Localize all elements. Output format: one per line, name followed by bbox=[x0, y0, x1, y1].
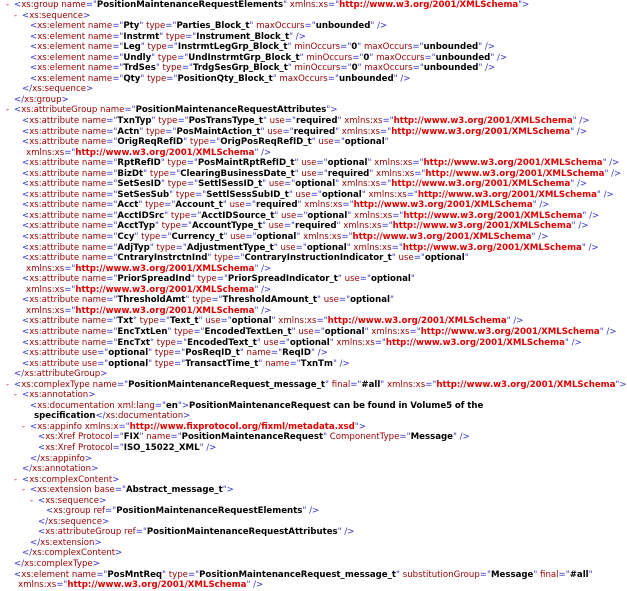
xml-line-text: <xs:attribute name="Txt" type="Text_t" use="optional" xmlns:xs="http://www.w3.org/2001/XMLSchema" /> bbox=[22, 316, 524, 327]
collapse-toggle-icon[interactable]: - bbox=[6, 379, 10, 390]
collapse-toggle-icon[interactable]: - bbox=[14, 10, 18, 21]
xml-line bbox=[0, 422, 600, 433]
xml-line-text: </xs:extension> bbox=[30, 537, 102, 548]
xml-line-text: <xs:sequence> bbox=[38, 495, 107, 506]
xml-line bbox=[0, 464, 600, 475]
xml-line bbox=[0, 221, 600, 232]
xml-line-text: <xs:group name="PositionMaintenanceRequestElements" xmlns:xs="http://www.w3.org/2001/XMLSchema"> bbox=[14, 0, 530, 10]
xml-line bbox=[0, 32, 600, 43]
xml-line-text: <xs:attribute name="Ccy" type="Currency_t" use="optional" xmlns:xs="http://www.w3.org/2001/XMLSchema" /> bbox=[22, 232, 549, 243]
xml-line-text: </xs:complexContent> bbox=[22, 548, 123, 559]
xml-line-text: <xs:attribute name="Acct" type="Account_t" use="required" xmlns:xs="http://www.w3.org/2001/XMLSchema" /> bbox=[22, 200, 550, 211]
xml-line bbox=[0, 538, 600, 549]
xml-line-text: <xs:complexContent> bbox=[22, 474, 120, 485]
xml-line-text: <xs:attribute name="OrigReqRefID" type="OrigPosReqRefID_t" use="optional" bbox=[22, 137, 389, 148]
xml-line bbox=[0, 274, 600, 285]
xml-line bbox=[0, 517, 600, 528]
xml-line-text: <xs:attribute name="AcctTyp" type="AccountType_t" use="required" xmlns:xs="http://www.w3.org/2001/XMLSchema" /> bbox=[22, 221, 589, 232]
xml-line bbox=[0, 211, 600, 222]
xml-line-text: <xs:attributeGroup ref="PositionMaintenanceRequestAttributes" /> bbox=[38, 527, 355, 538]
xml-line-text: </xs:annotation> bbox=[22, 464, 99, 475]
xml-line-text: <xs:element name="Pty" type="Parties_Block_t" maxOccurs="unbounded" /> bbox=[30, 21, 388, 32]
xml-line bbox=[0, 326, 617, 338]
xml-line-text: <xs:group ref="PositionMaintenanceRequestElements" /> bbox=[46, 506, 320, 517]
xml-line bbox=[0, 264, 600, 275]
xml-line bbox=[0, 253, 600, 264]
xml-line bbox=[0, 348, 600, 359]
xml-line-text: <xs:element name="Undly" type="UndInstrmtGrp_Block_t" minOccurs="0" maxOccurs="unbounded" /> bbox=[30, 52, 508, 63]
xml-line-text: </xs:appinfo> bbox=[30, 453, 93, 464]
xml-line-text: xmlns:xs="http://www.w3.org/2001/XMLSchema" /> bbox=[26, 147, 272, 158]
xml-line-text: <xs:element name="Instrmt" type="Instrument_Block_t" /> bbox=[30, 31, 306, 42]
collapse-toggle-icon[interactable]: - bbox=[6, 0, 10, 10]
xml-line-text: xmlns:xs="http://www.w3.org/2001/XMLSchema" /> bbox=[26, 263, 272, 274]
xml-line-text: <xs:complexType name="PositionMaintenanceRequest_message_t" final="#all" xmlns:xs="http://www.w3.org/2001/XMLSchema"> bbox=[14, 379, 627, 390]
xml-line bbox=[0, 401, 600, 412]
xml-line-text: <xs:attribute name="ThresholdAmt" type="ThresholdAmount_t" use="optional" bbox=[22, 295, 394, 306]
xml-line-text: <xs:element name="Leg" type="InstrmtLegGrp_Block_t" minOccurs="0" maxOccurs="unbounded" /> bbox=[30, 42, 495, 53]
xml-line bbox=[0, 379, 627, 391]
xml-line bbox=[0, 485, 600, 496]
xml-line-text: <xs:attribute name="EncTxtLen" type="EncodedTextLen_t" use="optional" xmlns:xs="http://www.w3.org/2001/XMLSchema" /> bbox=[22, 326, 617, 337]
xml-line-text: </xs:sequence> bbox=[38, 516, 110, 527]
xml-line bbox=[0, 295, 600, 306]
xml-line bbox=[0, 390, 600, 401]
xml-line-text: <xs:annotation> bbox=[22, 390, 96, 401]
xml-line-text: <xs:attribute name="AdjTyp" type="AdjustmentType_t" use="optional" xmlns:xs="http://www.w3.org/2001/XMLSchema" /> bbox=[22, 242, 599, 253]
xml-line bbox=[0, 63, 600, 74]
xml-line bbox=[0, 527, 600, 538]
xml-line-text: <xs:attribute name="TxnTyp" type="PosTransType_t" use="required" xmlns:xs="http://www.w3.org/2001/XMLSchema" /> bbox=[22, 116, 590, 127]
xml-line-text: <xs:attribute name="Actn" type="PosMaintAction_t" use="required" xmlns:xs="http://www.w3.org/2001/XMLSchema" /> bbox=[22, 126, 588, 137]
xml-line bbox=[0, 506, 600, 517]
xml-line bbox=[0, 232, 600, 243]
xml-line bbox=[0, 411, 600, 422]
xml-line-text: </xs:attributeGroup> bbox=[14, 369, 108, 380]
xml-line bbox=[0, 84, 600, 95]
xml-line bbox=[0, 432, 600, 443]
xml-line bbox=[0, 74, 600, 85]
xml-line-text: </xs:complexType> bbox=[14, 558, 100, 569]
xml-line-text: <xs:attributeGroup name="PositionMaintenanceRequestAttributes"> bbox=[14, 105, 338, 116]
xml-line bbox=[0, 338, 600, 349]
xml-line-text: <xs:element name="Qty" type="PositionQty_Block_t" maxOccurs="unbounded" /> bbox=[30, 73, 411, 84]
xml-line-text: <xs:attribute name="SetSesSub" type="SettlSessSubID_t" use="optional" xmlns:xs="http://www.w3.org/2001/XMLSchema" /> bbox=[22, 189, 614, 200]
xml-line bbox=[0, 580, 600, 591]
xml-line-text: <xs:element name="PosMntReq" type="PositionMaintenanceRequest_message_t" substitutionGroup="Message" final="#all" bbox=[14, 569, 593, 580]
xml-line bbox=[0, 369, 600, 380]
xml-line bbox=[0, 168, 622, 180]
collapse-toggle-icon[interactable]: - bbox=[22, 485, 26, 496]
xml-line bbox=[0, 189, 614, 201]
xml-line-text: <xs:attribute name="RptRefID" type="PosMaintRptRefID_t" use="optional" xmlns:xs="http://www.w3.org/2001/XMLSchema" /> bbox=[22, 158, 620, 169]
xml-line-text: <xs:Xref Protocol="ISO_15022_XML" /> bbox=[38, 442, 217, 453]
collapse-toggle-icon[interactable]: - bbox=[14, 474, 18, 485]
xml-line bbox=[0, 243, 600, 254]
xml-line-text: <xs:attribute name="AcctIDSrc" type="AcctIDSource_t" use="optional" xmlns:xs="http://www.w3.org/2001/XMLSchema" /> bbox=[22, 210, 600, 221]
xml-line bbox=[0, 21, 600, 32]
xml-line bbox=[0, 559, 600, 570]
xml-line bbox=[0, 127, 600, 138]
xml-line bbox=[0, 11, 600, 22]
collapse-toggle-icon[interactable]: - bbox=[30, 495, 34, 506]
xml-line bbox=[0, 285, 600, 296]
collapse-toggle-icon[interactable]: - bbox=[22, 421, 26, 432]
xml-line-text: xmlns:xs="http://www.w3.org/2001/XMLSchema" /> bbox=[26, 284, 272, 295]
xml-line-text: <xs:attribute name="BizDt" type="ClearingBusinessDate_t" use="required" xmlns:xs="http://www.w3.org/2001/XMLSchema" /> bbox=[22, 168, 622, 179]
xml-line bbox=[0, 95, 600, 106]
xml-line-text: specification</xs:documentation> bbox=[34, 411, 191, 422]
xml-line-text: <xs:attribute name="CntraryInstrctnInd" type="ContraryInstructionIndicator_t" use="optional" bbox=[22, 253, 469, 264]
xml-line-text: <xs:attribute use="optional" type="TransactTime_t" name="TxnTm" /> bbox=[22, 358, 350, 369]
xml-line-text: <xs:Xref Protocol="FIX" name="PositionMaintenanceRequest" ComponentType="Message" /> bbox=[38, 432, 470, 443]
xml-line bbox=[0, 148, 600, 159]
xml-line-text: </xs:group> bbox=[14, 94, 69, 105]
xml-line-text: <xs:appinfo xmlns:x="http://www.fixprotocol.org/fixml/metadata.xsd"> bbox=[30, 421, 366, 432]
xml-line bbox=[0, 137, 600, 148]
xml-line bbox=[0, 454, 600, 465]
xml-line-text: <xs:element name="TrdSes" type="TrdgSesGrp_Block_t" minOccurs="0" maxOccurs="unbounded" /> bbox=[30, 63, 496, 74]
xml-line-text: <xs:attribute name="SetSesID" type="SettlSessID_t" use="optional" xmlns:xs="http://www.w3.org/2001/XMLSchema" /> bbox=[22, 179, 588, 190]
xml-line-text: xmlns:xs="http://www.w3.org/2001/XMLSchema" /> bbox=[18, 580, 264, 591]
xml-line bbox=[0, 359, 600, 370]
xml-line bbox=[0, 200, 600, 211]
xml-line bbox=[0, 53, 600, 64]
collapse-toggle-icon[interactable]: - bbox=[6, 105, 10, 116]
xml-line-text: </xs:sequence> bbox=[22, 84, 94, 95]
xml-line bbox=[0, 443, 600, 454]
xml-line-text: <xs:attribute use="optional" type="PosReqID_t" name="ReqID" /> bbox=[22, 348, 328, 359]
xml-line bbox=[0, 570, 600, 581]
xml-line-text: <xs:documentation xml:lang="en">PositionMaintenanceRequest can be found in Volume5 of the bbox=[30, 400, 484, 411]
xml-line bbox=[0, 116, 600, 127]
xml-line bbox=[0, 0, 600, 11]
xml-line bbox=[0, 496, 600, 507]
xml-line-text: <xs:attribute name="PriorSpreadInd" type="PriorSpreadIndicator_t" use="optional" bbox=[22, 274, 415, 285]
xml-line-text: <xs:attribute name="EncTxt" type="EncodedText_t" use="optional" xmlns:xs="http://www.w3.org/2001/XMLSchema" /> bbox=[22, 337, 582, 348]
xml-line bbox=[0, 42, 600, 53]
xml-line-text: <xs:sequence> bbox=[22, 10, 91, 21]
xml-line bbox=[0, 475, 600, 486]
xml-line bbox=[0, 179, 600, 190]
xml-line-text: <xs:extension base="Abstract_message_t"> bbox=[30, 485, 234, 496]
xml-line-text: xmlns:xs="http://www.w3.org/2001/XMLSchema" /> bbox=[26, 305, 272, 316]
xml-line bbox=[0, 548, 600, 559]
xml-line bbox=[0, 306, 600, 317]
xml-line bbox=[0, 158, 620, 169]
xml-line bbox=[0, 105, 600, 116]
collapse-toggle-icon[interactable]: - bbox=[14, 390, 18, 401]
xml-line bbox=[0, 316, 600, 327]
